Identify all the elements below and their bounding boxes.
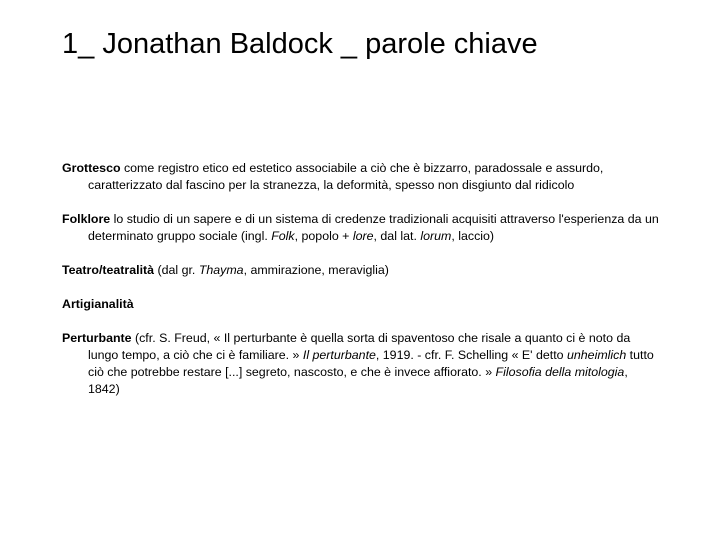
keyword-entry-artigianalita <box>62 296 660 313</box>
keyword-term: Grottesco <box>62 161 121 175</box>
keyword-term: Folklore <box>62 212 111 226</box>
keyword-entry-grottesco <box>62 160 660 194</box>
slide-title: 1_ Jonathan Baldock _ parole chiave <box>62 28 538 60</box>
keyword-definition: , 1842) <box>88 365 628 396</box>
keyword-definition: come registro etico ed estetico associabile a ciò che è bizzarro, paradossale e assurdo, caratterizzato dal fascino per la stranezza, la deformità, spesso non disgiunto dal ridicolo <box>88 161 604 192</box>
keyword-definition: , laccio) <box>451 229 495 243</box>
italic-term: Folk <box>271 229 295 243</box>
keyword-definition: , popolo + <box>294 229 353 243</box>
italic-term: unheimlich <box>567 348 627 362</box>
keyword-entry-teatro <box>62 262 660 279</box>
keyword-definition: lo studio di un sapere e di un sistema di credenze tradizionali acquisiti attraverso l'esperienza da un determinato gruppo sociale (ingl. <box>88 212 659 243</box>
italic-term: Thayma <box>198 263 244 277</box>
italic-term: lore <box>352 229 374 243</box>
keyword-definition: , ammirazione, meraviglia) <box>243 263 389 277</box>
italic-term: lorum <box>420 229 452 243</box>
keyword-term: Perturbante <box>62 331 132 345</box>
italic-title: Il perturbante <box>302 348 376 362</box>
keyword-term: Artigianalità <box>62 297 134 311</box>
keyword-definition: , dal lat. <box>373 229 421 243</box>
keyword-term: Teatro/teatralità <box>62 263 155 277</box>
keyword-definition: (dal gr. <box>154 263 199 277</box>
keyword-definition: tutto ciò che potrebbe restare [...] segreto, nascosto, e che è invece affiorato. » <box>88 348 654 379</box>
keyword-definition: (cfr. S. Freud, « Il perturbante è quella sorta di spaventoso che risale a quanto ci è noto da lungo tempo, a ciò che ci è familiare. » <box>88 331 631 362</box>
keyword-definition: , 1919. - cfr. F. Schelling « E' detto <box>375 348 567 362</box>
italic-title: Filosofia della mitologia <box>495 365 625 379</box>
keyword-list <box>62 160 660 398</box>
keyword-entry-perturbante <box>62 330 660 398</box>
keyword-entry-folklore <box>62 211 660 245</box>
